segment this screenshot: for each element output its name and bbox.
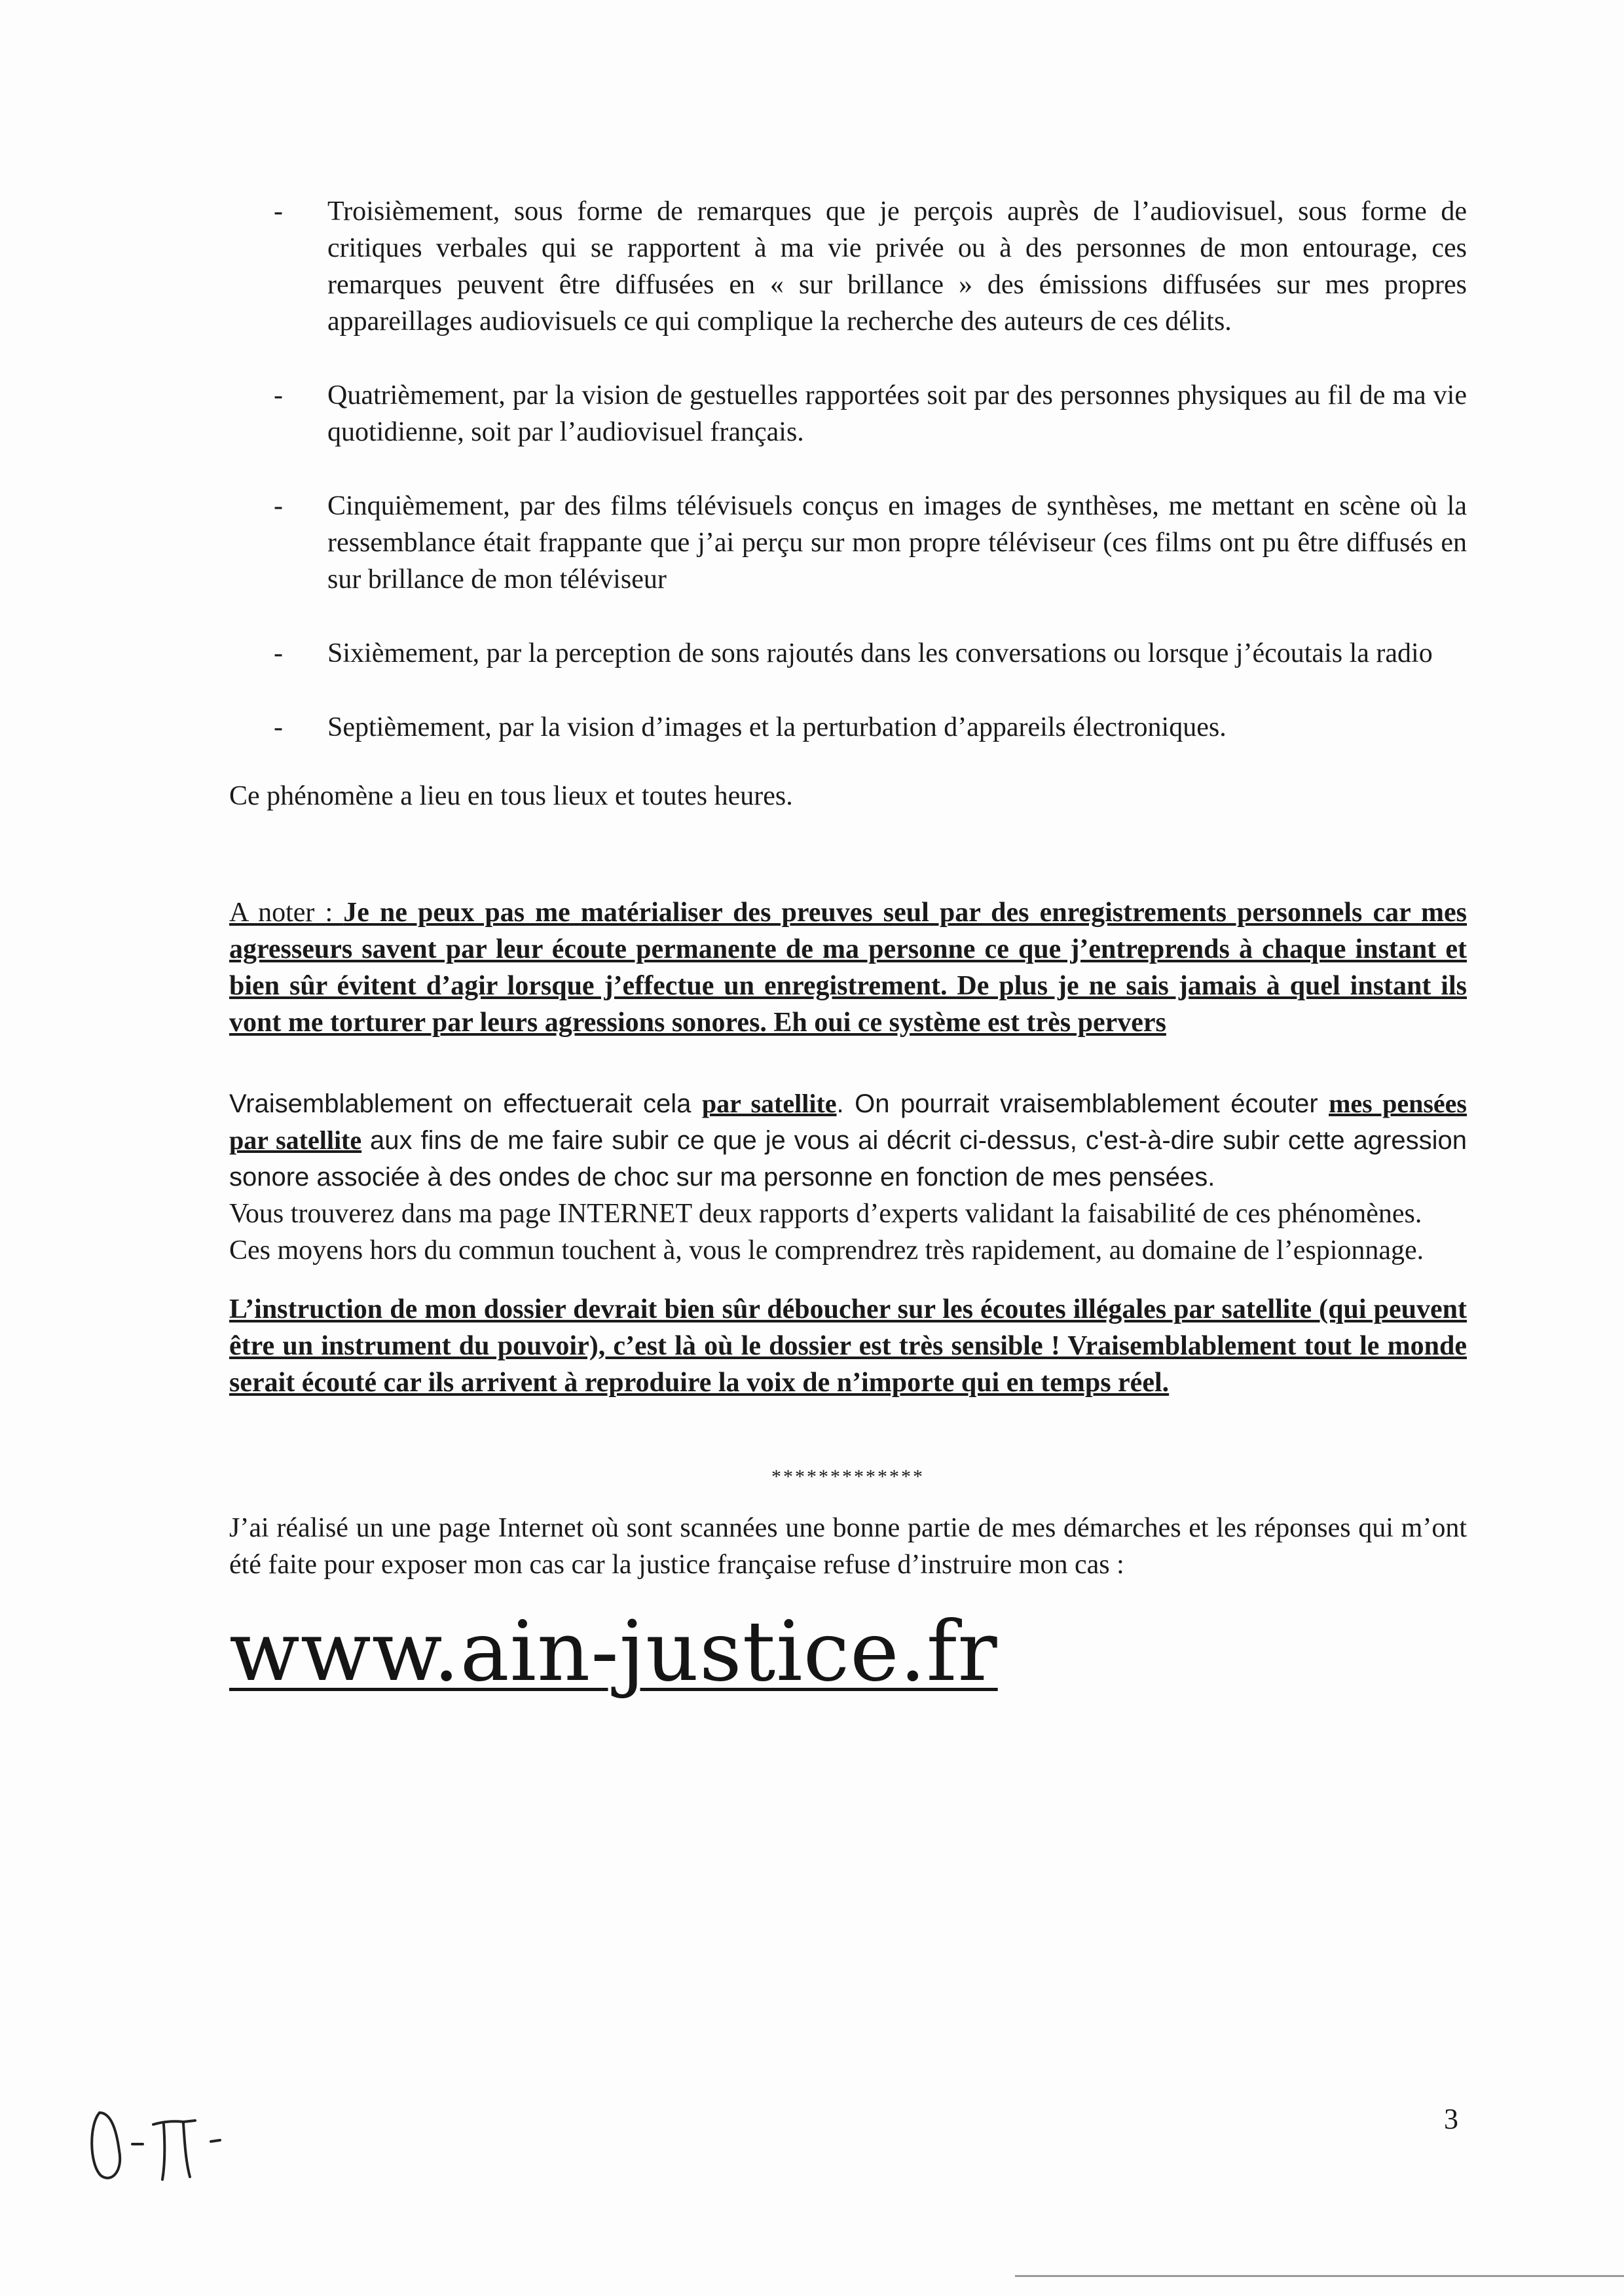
- satellite-paragraph: [229, 1085, 1467, 1195]
- document-body: [229, 193, 1467, 1700]
- satellite-emphasis-1: par satellite: [701, 1089, 837, 1118]
- bullet-dash: -: [274, 380, 283, 410]
- list-item: [229, 377, 1467, 450]
- note-label: A noter: [229, 898, 315, 928]
- bullet-dash: -: [274, 491, 283, 521]
- list-item: [229, 488, 1467, 598]
- espionage-paragraph: Ces moyens hors du commun touchent à, vous le comprendrez très rapidement, au domaine de l’espionnage.: [229, 1235, 1424, 1266]
- bullet-dash: -: [274, 196, 283, 227]
- bullet-text: Sixièmement, par la perception de sons rajoutés dans les conversations ou lorsque j’écoutais la radio: [327, 638, 1433, 668]
- note-text: Je ne peux pas me matérialiser des preuves seul par des enregistrements personnels car mes agresseurs savent par leur écoute permanente de ma personne ce que j’entreprends à chaque instant et bien sûr évitent d’agir lorsque j’effectue un enregistrement. De plus je ne sais jamais à quel instant ils vont me torturer par leurs agressions sonores. Eh oui ce système est très pervers: [229, 898, 1467, 1038]
- satellite-emphasis-2: mes pensées par satellite: [229, 1089, 1467, 1155]
- bullet-text: Septièmement, par la vision d’images et la perturbation d’appareils électroniques.: [327, 712, 1227, 742]
- bullet-dash: -: [274, 638, 283, 668]
- website-url[interactable]: www.ain-justice.fr: [229, 1603, 998, 1700]
- list-item: [229, 709, 1467, 746]
- handwritten-annotation: [85, 2098, 255, 2190]
- list-item: [229, 193, 1467, 340]
- page-number: 3: [1444, 2103, 1458, 2135]
- instruction-paragraph: L’instruction de mon dossier devrait bien sûr déboucher sur les écoutes illégales par satellite (qui peuvent être un instrument du pouvoir), c’est là où le dossier est très sensible ! Vraisemblablement tout le monde serait écouté car ils arrivent à reproduire la voix de n’importe qui en temps réel.: [229, 1294, 1467, 1398]
- note-paragraph: [229, 894, 1467, 1041]
- satellite-text-2: . On pourrait vraisemblablement écouter: [836, 1089, 1329, 1118]
- website-intro-paragraph: J’ai réalisé un une page Internet où sont scannées une bonne partie de mes démarches et les réponses qui m’ont été faite pour exposer mon cas car la justice française refuse d’instruire mon cas :: [229, 1513, 1467, 1580]
- satellite-text-3: aux fins de me faire subir ce que je vous ai décrit ci-dessus, c'est-à-dire subir cette agression sonore associée à des ondes de choc sur ma personne en fonction de mes pensées.: [229, 1126, 1467, 1192]
- scan-edge-line: [1015, 2275, 1624, 2277]
- bullet-dash: -: [274, 712, 283, 742]
- note-separator: :: [314, 898, 344, 928]
- satellite-text-1: Vraisemblablement on effectuerait cela: [229, 1089, 702, 1118]
- internet-paragraph: Vous trouverez dans ma page INTERNET deux rapports d’experts validant la faisabilité de ces phénomènes.: [229, 1199, 1422, 1229]
- bullet-text: Quatrièmement, par la vision de gestuelles rapportées soit par des personnes physiques au fil de ma vie quotidienne, soit par l’audiovisuel français.: [327, 380, 1467, 447]
- bullet-text: Troisièmement, sous forme de remarques que je perçois auprès de l’audiovisuel, sous forme de critiques verbales qui se rapportent à ma vie privée ou à des personnes de mon entourage, ces remarques peuvent être diffusées en « sur brillance » des émissions diffusées sur mes propres appareillages audiovisuels ce qui complique la recherche des auteurs de ces délits.: [327, 196, 1467, 337]
- summary-paragraph: Ce phénomène a lieu en tous lieux et toutes heures.: [229, 781, 793, 811]
- star-separator: *************: [771, 1466, 925, 1487]
- list-item: [229, 635, 1467, 672]
- bullet-text: Cinquièmement, par des films télévisuels conçus en images de synthèses, me mettant en scène où la ressemblance était frappante que j’ai perçu sur mon propre téléviseur (ces films ont pu être diffusés en sur brillance de mon téléviseur: [327, 491, 1467, 594]
- note-label-wrapper: [229, 898, 343, 928]
